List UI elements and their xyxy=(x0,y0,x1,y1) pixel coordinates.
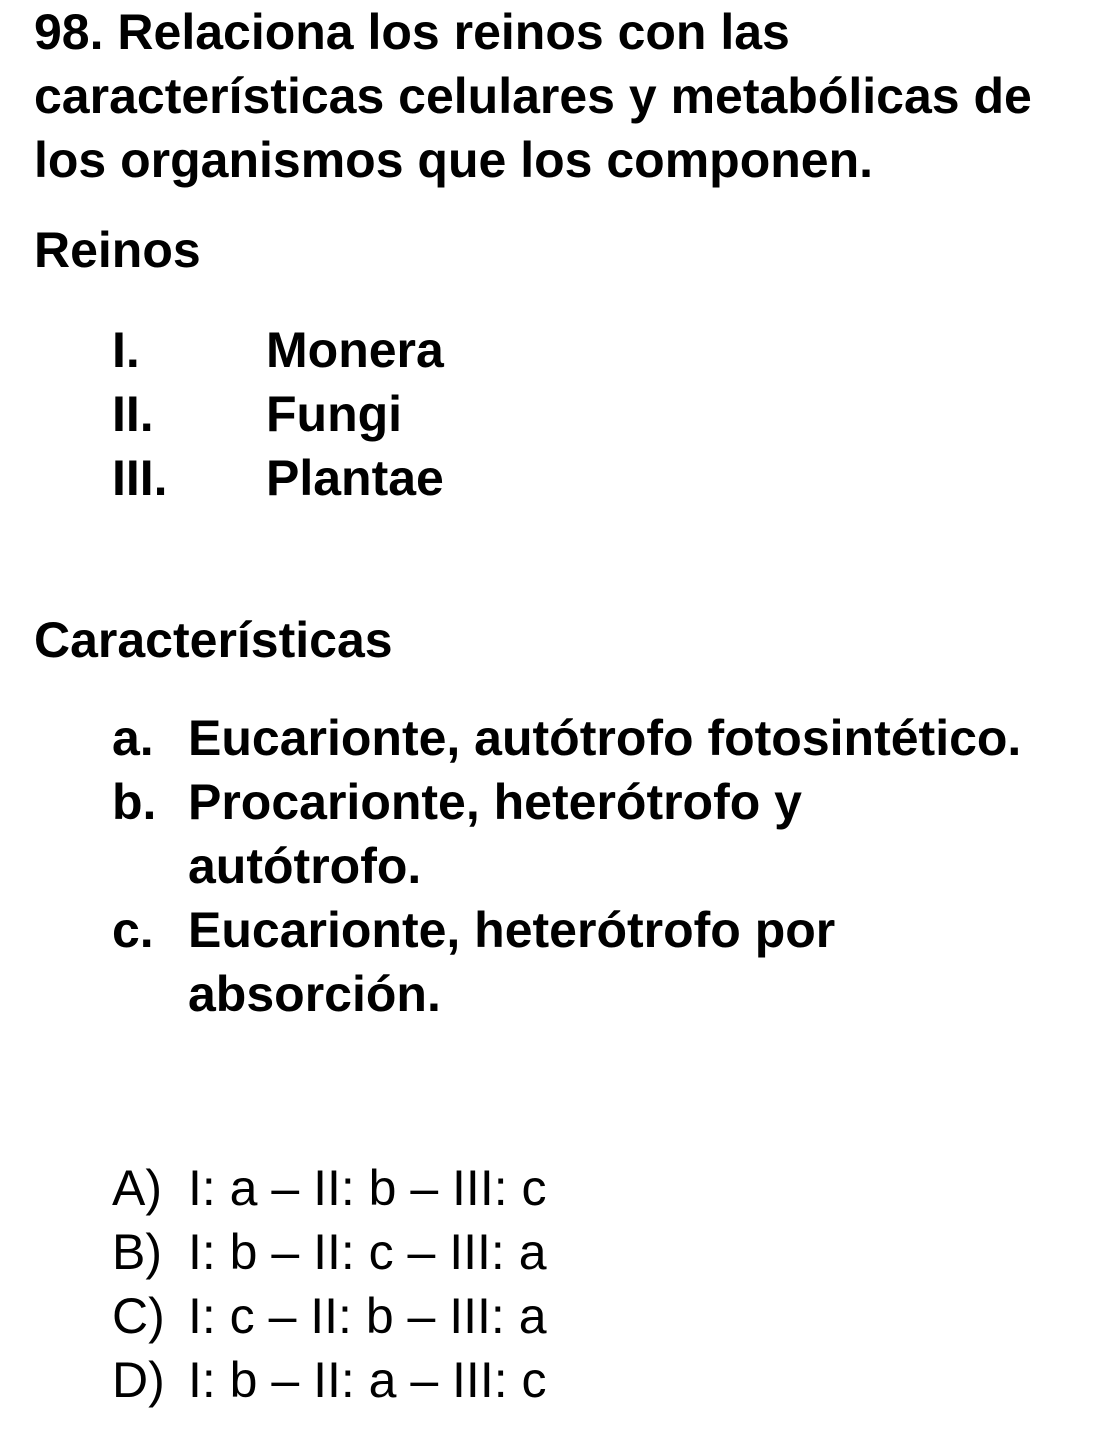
kingdom-name: Plantae xyxy=(266,450,444,506)
answer-option-c[interactable] xyxy=(112,1284,547,1348)
kingdoms-heading: Reinos xyxy=(34,222,201,278)
option-text: I: b – II: a – III: c xyxy=(188,1352,547,1408)
characteristic-item xyxy=(112,770,848,898)
question-title: 98. Relaciona los reinos con las características celulares y metabólicas de los organismos que los componen. xyxy=(34,4,1032,188)
kingdom-numeral: I. xyxy=(112,322,140,378)
option-text: I: b – II: c – III: a xyxy=(188,1224,547,1280)
kingdom-item xyxy=(112,318,444,382)
answer-option-d[interactable] xyxy=(112,1348,547,1412)
characteristic-item xyxy=(112,706,1072,770)
kingdom-name: Monera xyxy=(266,322,444,378)
option-letter: D) xyxy=(112,1352,165,1408)
characteristic-list xyxy=(112,706,1072,1026)
kingdom-item xyxy=(112,446,444,510)
characteristic-text: Eucarionte, heterótrofo por absorción. xyxy=(188,902,836,1022)
option-letter: C) xyxy=(112,1288,165,1344)
kingdom-name: Fungi xyxy=(266,386,403,442)
characteristic-letter: c. xyxy=(112,902,154,958)
answer-options xyxy=(112,1156,547,1412)
answer-option-a[interactable] xyxy=(112,1156,547,1220)
kingdom-item xyxy=(112,382,444,446)
characteristic-text: Eucarionte, autótrofo fotosintético. xyxy=(188,710,1022,766)
characteristics-heading: Características xyxy=(34,612,393,668)
option-letter: B) xyxy=(112,1224,162,1280)
answer-option-b[interactable] xyxy=(112,1220,547,1284)
characteristic-item xyxy=(112,898,868,1026)
option-letter: A) xyxy=(112,1160,162,1216)
option-text: I: a – II: b – III: c xyxy=(188,1160,547,1216)
characteristic-letter: a. xyxy=(112,710,154,766)
kingdom-numeral: II. xyxy=(112,386,154,442)
option-text: I: c – II: b – III: a xyxy=(188,1288,547,1344)
kingdom-numeral: III. xyxy=(112,450,168,506)
characteristic-letter: b. xyxy=(112,774,157,830)
characteristic-text: Procarionte, heterótrofo y autótrofo. xyxy=(188,774,802,894)
kingdom-list xyxy=(112,318,444,510)
